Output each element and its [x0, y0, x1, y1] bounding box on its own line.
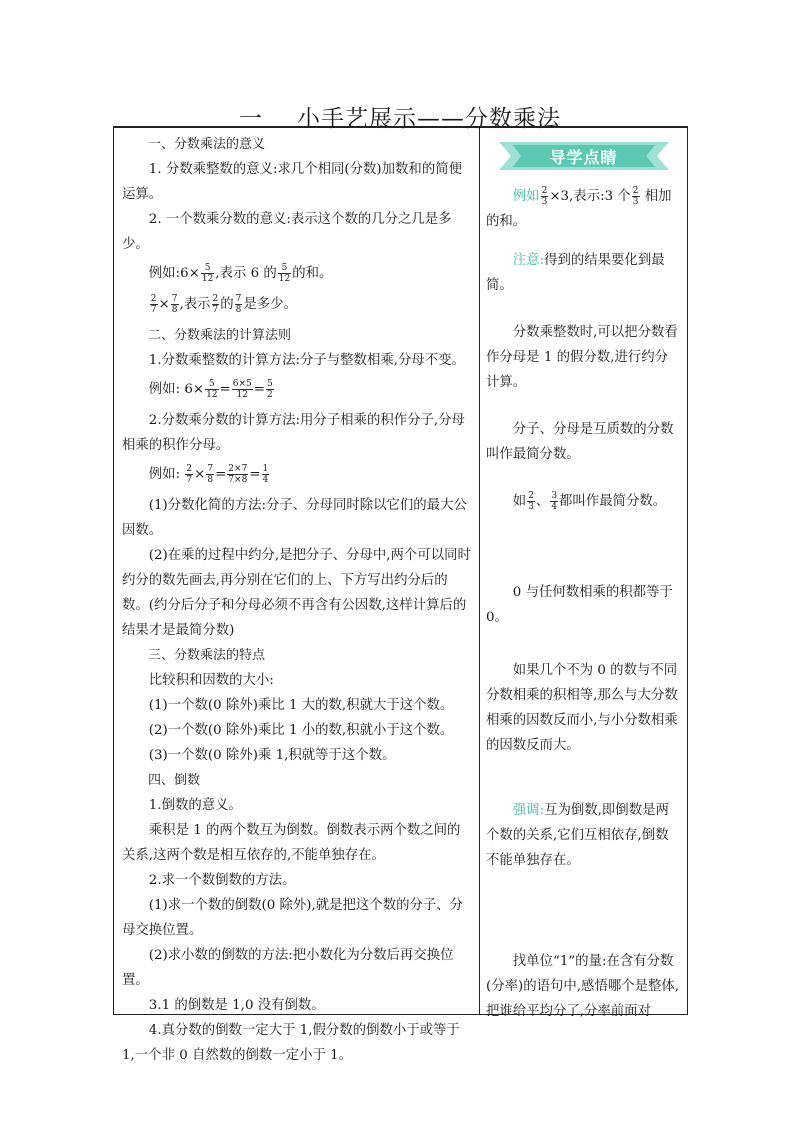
example-line	[122, 377, 472, 402]
numerator: 5	[267, 379, 273, 389]
denominator: 7	[212, 305, 219, 315]
fraction	[212, 294, 220, 315]
tip-paragraph: 分子、分母是互质数的分数叫作最简分数。	[486, 422, 674, 462]
paragraph: 1.倒数的意义。	[148, 798, 242, 813]
paragraph: 2.分数乘分数的计算方法:用分子相乘的积作分子,分母相乘的积作分母。	[122, 413, 465, 453]
tips-banner	[499, 142, 669, 170]
fraction	[206, 464, 214, 485]
denominator: 8	[207, 475, 214, 485]
tip-paragraph: 0 与任何数相乘的积都等于 0。	[486, 585, 673, 625]
numerator: 2	[212, 294, 219, 304]
numerator: 6×5	[232, 379, 252, 389]
text: 的	[220, 297, 234, 312]
fraction	[527, 491, 535, 512]
numerator: 5	[205, 379, 218, 390]
denominator: 12	[206, 390, 218, 400]
section-heading: 四、倒数	[148, 773, 201, 788]
fraction	[227, 464, 248, 485]
numerator: 1	[262, 464, 269, 474]
paragraph: (1)分数化简的方法:分子、分母同时除以它们的最大公因数。	[122, 498, 467, 538]
fraction	[150, 294, 158, 315]
example-line	[122, 261, 472, 286]
paragraph: (1)一个数(0 除外)乘比 1 大的数,积就大于这个数。	[148, 698, 454, 713]
denominator: 2	[267, 390, 273, 400]
example-line	[122, 462, 472, 487]
paragraph: (1)求一个数的倒数(0 除外),就是把这个数的分子、分母交换位置。	[122, 898, 464, 938]
denominator: 8	[235, 305, 242, 315]
fraction	[185, 464, 193, 485]
denominator: 12	[236, 390, 248, 400]
denominator: 3	[541, 197, 548, 207]
banner-title: 导学点睛	[549, 148, 618, 167]
text: 、	[535, 494, 550, 509]
section-heading: 一、分数乘法的意义	[148, 137, 266, 152]
text: =	[253, 382, 266, 397]
text: 例如: 6×	[148, 382, 205, 397]
chapter-title: 小手艺展示——分数乘法	[297, 106, 561, 132]
denominator: 8	[171, 305, 178, 315]
paragraph: (2)在乘的过程中约分,是把分子、分母中,两个可以同时约分的数先画去,再分别在它们的上、下方写出约分后的数。(约分后分子和分母必须不再含有公因数,这样计算后的结果才是最简分数)	[122, 548, 471, 638]
text: =	[249, 467, 261, 482]
fraction	[201, 263, 214, 284]
text: 例如:6×	[148, 266, 200, 281]
numerator: 2	[150, 294, 157, 304]
fraction	[205, 379, 218, 400]
text: 互为倒数,即倒数是两个数的关系,它们互相依存,倒数不能单独存在。	[486, 803, 669, 868]
numerator: 2	[528, 491, 534, 501]
text: ×	[158, 297, 170, 312]
tip-label: 注意:	[512, 253, 545, 268]
paragraph: (2)一个数(0 除外)乘比 1 小的数,积就小于这个数。	[148, 723, 454, 738]
numerator: 2×7	[228, 464, 248, 474]
denominator: 12	[278, 274, 291, 284]
text: ,表示	[179, 297, 211, 312]
text: 是多少。	[243, 297, 297, 312]
text: 例如:	[148, 467, 185, 482]
paragraph: 比较积和因数的大小:	[148, 673, 274, 688]
text: 都叫作最简分数。	[559, 494, 667, 509]
denominator: 4	[262, 475, 269, 485]
text: 如	[512, 494, 527, 509]
denominator: 7	[150, 305, 157, 315]
paragraph: 4.真分数的倒数一定大于 1,假分数的倒数小于或等于 1,一个非 0 自然数的倒数一定小于 1。	[122, 1023, 460, 1063]
fraction	[632, 186, 640, 207]
main-column	[122, 132, 472, 1068]
fraction	[171, 294, 179, 315]
tips-column	[486, 142, 681, 1024]
fraction	[541, 186, 549, 207]
denominator: 7×8	[228, 475, 248, 485]
text: 的和。	[292, 266, 333, 281]
paragraph: 2.求一个数倒数的方法。	[148, 873, 296, 888]
text: ×	[194, 467, 206, 482]
tip-example	[486, 184, 681, 234]
tip-example	[486, 489, 681, 514]
tip-paragraph: 找单位“1”的量:在含有分数(分率)的语句中,感悟哪个是整体,把谁给平均分了,分率前面对	[486, 954, 680, 1019]
numerator: 5	[201, 263, 214, 274]
column-divider	[479, 128, 480, 1014]
section-heading: 二、分数乘法的计算法则	[148, 328, 292, 343]
paragraph: 3.1 的倒数是 1,0 没有倒数。	[148, 998, 325, 1013]
tip-label: 强调:	[512, 803, 545, 818]
numerator: 2	[186, 464, 193, 474]
tip-paragraph: 分数乘整数时,可以把分数看作分母是 1 的假分数,进行约分计算。	[486, 325, 678, 390]
content-table	[113, 126, 688, 1063]
paragraph: 乘积是 1 的两个数互为倒数。倒数表示两个数之间的关系,这两个数是相互依存的,不能单独存在。	[122, 823, 461, 863]
denominator: 12	[201, 274, 214, 284]
numerator: 2	[541, 186, 548, 196]
fraction	[235, 294, 243, 315]
example-line	[122, 292, 472, 317]
text: 相加的和。	[486, 189, 672, 229]
denominator: 3	[632, 197, 639, 207]
denominator: 3	[528, 502, 534, 512]
text: ×3,表示:3 个	[549, 189, 631, 204]
numerator: 7	[171, 294, 178, 304]
numerator: 3	[551, 491, 558, 501]
paragraph: (3)一个数(0 除外)乘 1,积就等于这个数。	[148, 748, 396, 763]
text: =	[215, 467, 227, 482]
tip-paragraph: 如果几个不为 0 的数与不同分数相乘的积相等,那么与大分数相乘的因数反而小,与小分数相乘的因数反而大。	[486, 663, 678, 753]
denominator: 4	[551, 502, 558, 512]
denominator: 7	[186, 475, 193, 485]
fraction	[550, 491, 558, 512]
numerator: 7	[207, 464, 214, 474]
fraction	[278, 263, 291, 284]
fraction	[262, 464, 270, 485]
text: =	[219, 382, 231, 397]
fraction	[232, 379, 253, 400]
numerator: 5	[278, 263, 291, 274]
tip-label: 例如	[512, 189, 540, 204]
tip-note	[486, 248, 681, 298]
chapter-number: 一	[239, 106, 263, 132]
paragraph: 1.分数乘整数的计算方法:分子与整数相乘,分母不变。	[148, 353, 465, 368]
paragraph: (2)求小数的倒数的方法:把小数化为分数后再交换位置。	[122, 948, 454, 988]
numerator: 2	[632, 186, 639, 196]
text: 得到的结果要化到最简。	[486, 253, 665, 293]
paragraph: 2. 一个数乘分数的意义:表示这个数的几分之几是多少。	[122, 212, 452, 252]
fraction	[266, 379, 274, 400]
tip-emphasis	[486, 798, 681, 873]
text: ,表示 6 的	[215, 266, 277, 281]
numerator: 7	[235, 294, 242, 304]
section-heading: 三、分数乘法的特点	[148, 648, 266, 663]
paragraph: 1. 分数乘整数的意义:求几个相同(分数)加数和的简便运算。	[122, 162, 462, 202]
